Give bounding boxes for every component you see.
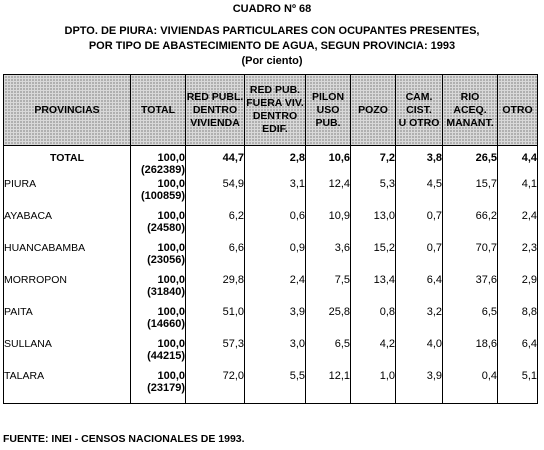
cell-camion: 4,0 — [396, 338, 443, 370]
cell-camion: 3,2 — [396, 306, 443, 338]
cell-otro: 2,3 — [498, 242, 538, 274]
header-provincias: PROVINCIAS — [4, 75, 131, 146]
cell-camion: 4,5 — [396, 178, 443, 210]
cell-pozo: 0,8 — [351, 306, 396, 338]
cell-red-fuera: 2,8 — [245, 146, 306, 179]
header-total: TOTAL — [131, 75, 186, 146]
title-unit: (Por ciento) — [241, 55, 303, 67]
cell-otro: 4,4 — [498, 146, 538, 179]
cell-pilon: 7,5 — [306, 274, 351, 306]
cell-pozo: 15,2 — [351, 242, 396, 274]
cell-rio: 37,6 — [443, 274, 498, 306]
total-percent: 100,0 — [157, 306, 185, 318]
cell-provincia: PIURA — [4, 178, 131, 210]
header-pilon: PILON USO PUB. — [306, 75, 351, 146]
total-count: (100859) — [140, 190, 185, 202]
cell-otro: 6,4 — [498, 338, 538, 370]
cell-camion: 3,9 — [396, 370, 443, 404]
header-red-dentro: RED PUBL. DENTRO VIVIENDA — [186, 75, 245, 146]
header-pozo: POZO — [351, 75, 396, 146]
total-percent: 100,0 — [157, 338, 185, 350]
cell-rio: 70,7 — [443, 242, 498, 274]
data-table — [3, 74, 538, 404]
cell-pilon: 6,5 — [306, 338, 351, 370]
cell-total — [131, 370, 186, 404]
total-percent: 100,0 — [157, 178, 185, 190]
total-count: (24580) — [147, 222, 185, 234]
table-number: CUADRO Nº 68 — [232, 3, 312, 15]
cell-red-dentro: 51,0 — [186, 306, 245, 338]
header-red-fuera: RED PUB. FUERA VIV. DENTRO EDIF. — [245, 75, 306, 146]
cell-otro: 4,1 — [498, 178, 538, 210]
cell-red-dentro: 44,7 — [186, 146, 245, 179]
cell-provincia: AYABACA — [4, 210, 131, 242]
cell-red-fuera: 0,9 — [245, 242, 306, 274]
cell-pozo: 5,3 — [351, 178, 396, 210]
cell-pilon: 10,6 — [306, 146, 351, 179]
cell-rio: 0,4 — [443, 370, 498, 404]
cell-total — [131, 306, 186, 338]
cell-rio: 18,6 — [443, 338, 498, 370]
title-line-1: DPTO. DE PIURA: VIVIENDAS PARTICULARES CON OCUPANTES PRESENTES, — [64, 25, 480, 37]
cell-red-dentro: 54,9 — [186, 178, 245, 210]
cell-pilon: 12,4 — [306, 178, 351, 210]
cell-camion: 6,4 — [396, 274, 443, 306]
cell-otro: 5,1 — [498, 370, 538, 404]
total-count: (23179) — [147, 382, 185, 394]
cell-otro: 2,4 — [498, 210, 538, 242]
cell-rio: 26,5 — [443, 146, 498, 179]
cell-red-dentro: 6,6 — [186, 242, 245, 274]
cell-camion: 0,7 — [396, 242, 443, 274]
table-row — [4, 274, 538, 306]
cell-camion: 3,8 — [396, 146, 443, 179]
table-row — [4, 306, 538, 338]
total-count: (23056) — [147, 254, 185, 266]
total-count: (44215) — [147, 350, 185, 362]
header-row — [4, 75, 538, 146]
cell-provincia: MORROPON — [4, 274, 131, 306]
cell-pozo: 7,2 — [351, 146, 396, 179]
cell-red-fuera: 3,1 — [245, 178, 306, 210]
cell-otro: 2,9 — [498, 274, 538, 306]
cell-red-dentro: 6,2 — [186, 210, 245, 242]
cell-pozo: 13,4 — [351, 274, 396, 306]
table-row — [4, 370, 538, 404]
cell-red-fuera: 3,0 — [245, 338, 306, 370]
total-count: (14660) — [147, 318, 185, 330]
cell-pilon: 10,9 — [306, 210, 351, 242]
cell-total — [131, 242, 186, 274]
cell-pozo: 4,2 — [351, 338, 396, 370]
cell-pilon: 12,1 — [306, 370, 351, 404]
title-line-2: POR TIPO DE ABASTECIMIENTO DE AGUA, SEGUN PROVINCIA: 1993 — [88, 40, 456, 52]
cell-provincia: PAITA — [4, 306, 131, 338]
source-note: FUENTE: INEI - CENSOS NACIONALES DE 1993. — [3, 433, 245, 445]
cell-red-fuera: 0,6 — [245, 210, 306, 242]
cell-total — [131, 210, 186, 242]
cell-pilon: 3,6 — [306, 242, 351, 274]
total-percent: 100,0 — [157, 242, 185, 254]
table-row — [4, 178, 538, 210]
total-percent: 100,0 — [157, 274, 185, 286]
cell-total — [131, 178, 186, 210]
table-row — [4, 338, 538, 370]
cell-camion: 0,7 — [396, 210, 443, 242]
header-camion: CAM. CIST. U OTRO — [396, 75, 443, 146]
header-rio: RIO ACEQ. MANANT. — [443, 75, 498, 146]
cell-provincia: TALARA — [4, 370, 131, 404]
total-percent: 100,0 — [157, 370, 185, 382]
cell-pozo: 13,0 — [351, 210, 396, 242]
cell-rio: 66,2 — [443, 210, 498, 242]
cell-total — [131, 274, 186, 306]
cell-provincia: SULLANA — [4, 338, 131, 370]
cell-pozo: 1,0 — [351, 370, 396, 404]
cell-otro: 8,8 — [498, 306, 538, 338]
table-row — [4, 210, 538, 242]
cell-pilon: 25,8 — [306, 306, 351, 338]
cell-red-fuera: 2,4 — [245, 274, 306, 306]
total-count: (31840) — [147, 286, 185, 298]
cell-red-dentro: 29,8 — [186, 274, 245, 306]
cell-provincia: TOTAL — [4, 146, 131, 179]
cell-total — [131, 338, 186, 370]
header-otro: OTRO — [498, 75, 538, 146]
total-percent: 100,0 — [157, 152, 185, 164]
cell-red-dentro: 72,0 — [186, 370, 245, 404]
cell-red-dentro: 57,3 — [186, 338, 245, 370]
cell-rio: 6,5 — [443, 306, 498, 338]
cell-total — [131, 146, 186, 179]
cell-provincia: HUANCABAMBA — [4, 242, 131, 274]
total-count: (262389) — [140, 164, 185, 176]
table-row — [4, 242, 538, 274]
cell-rio: 15,7 — [443, 178, 498, 210]
cell-red-fuera: 3,9 — [245, 306, 306, 338]
table-row — [4, 146, 538, 179]
total-percent: 100,0 — [157, 210, 185, 222]
cell-red-fuera: 5,5 — [245, 370, 306, 404]
